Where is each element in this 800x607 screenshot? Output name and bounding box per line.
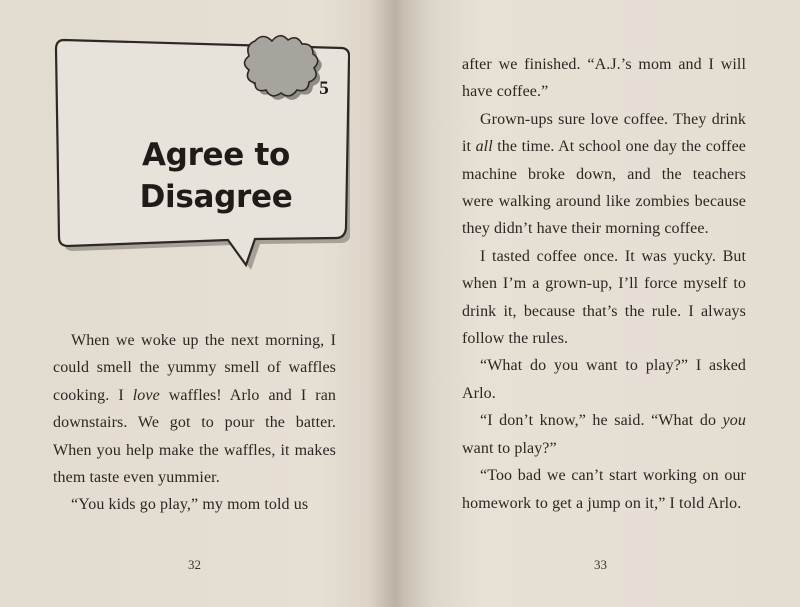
left-page [0, 0, 398, 607]
page-number: 32 [188, 557, 201, 572]
paragraph: “Too bad we can’t start working on our homework to get a jump on it,” I told Arlo. [462, 467, 746, 512]
chapter-number: 5 [319, 78, 329, 99]
paragraph: after we finished. “A.J.’s mom and I will have coffee.” [462, 56, 746, 101]
paragraph: “You kids go play,” my mom told us [71, 496, 309, 514]
paragraph: Grown-ups sure love coffee. They drink it all the time. At school one day the coffee machine broke down, and the teachers were walking around like zombies because they didn’t have their morning coffee. [462, 110, 746, 238]
chapter-heading-box [50, 32, 350, 272]
chapter-title-line-1: Agree to [141, 137, 291, 173]
paragraph: “What do you want to play?” I asked Arlo. [462, 357, 746, 402]
paragraph: “I don’t know,” he said. “What do you want to play?” [462, 412, 746, 457]
right-page [402, 0, 800, 607]
chapter-title [108, 134, 324, 218]
paragraph: I tasted coffee once. It was yucky. But when I’m a grown-up, I’ll force myself to drink it, because that’s the rule. I always follow the rules. [462, 247, 746, 348]
left-page-body-text [53, 327, 336, 519]
chapter-title-line-2: Disagree [139, 179, 293, 215]
right-page-body-text [462, 51, 746, 517]
paragraph: When we woke up the next morning, I could smell the yummy smell of waffles cooking. I love waffles! Arlo and I ran downstairs. We got to pour the batter. When you help make the waffles, it makes them taste even yummier. [53, 332, 336, 487]
page-number: 33 [594, 557, 607, 572]
